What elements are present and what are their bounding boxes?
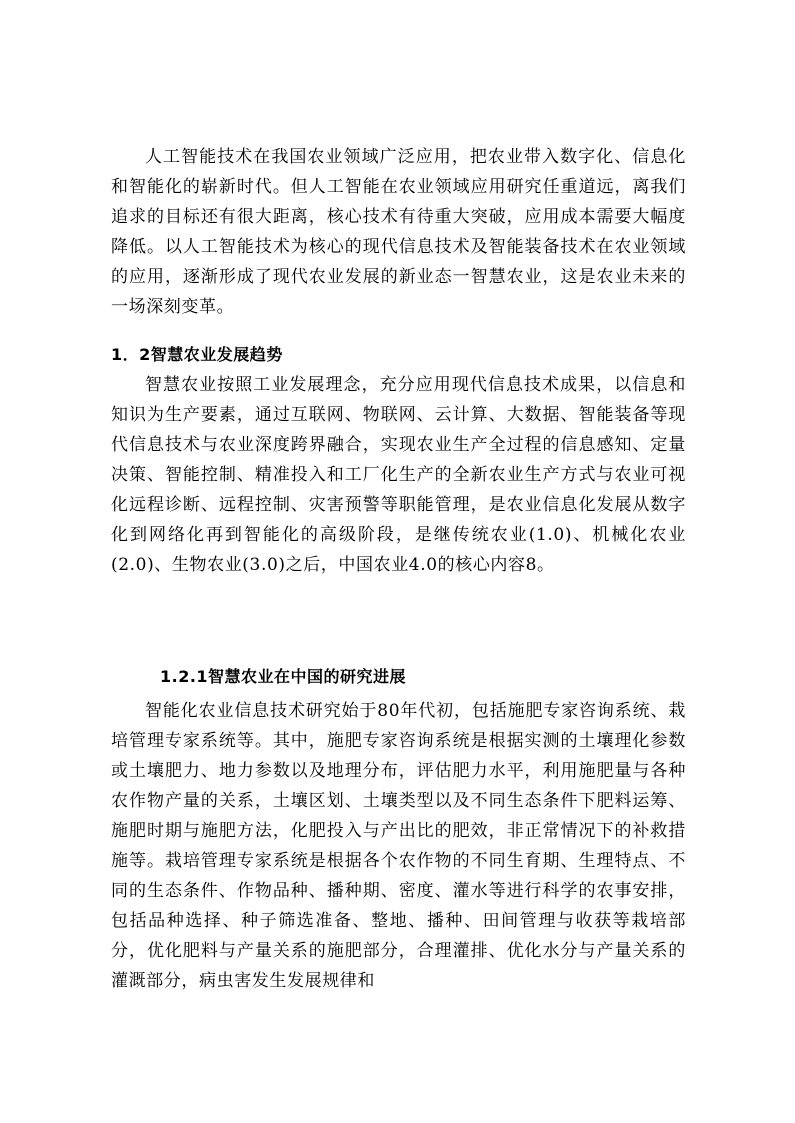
body-paragraph-intro: 人工智能技术在我国农业领域广泛应用，把农业带入数字化、信息化和智能化的崭新时代。但人工智能在农业领域应用研究任重道远，离我们追求的目标还有很大距离，核心技术有待重大突破，应用成本需要大幅度降低。以人工智能技术为核心的现代信息技术及智能装备技术在农业领域的应用，逐渐形成了现代农业发展的新业态一智慧农业，这是农业未来的一场深刻变革。	[111, 147, 686, 317]
body-paragraph-research: 智能化农业信息技术研究始于80年代初，包括施肥专家咨询系统、栽培管理专家系统等。其中，施肥专家咨询系统是根据实测的土壤理化参数或土壤肥力、地力参数以及地理分布，评估肥力水平，利用施肥量与各种农作物产量的关系，土壤区划、土壤类型以及不同生态条件下肥料运筹、施肥时期与施肥方法，化肥投入与产出比的肥效，非正常情况下的补救措施等。栽培管理专家系统是根据各个农作物的不同生育期、生理特点、不同的生态条件、作物品种、播种期、密度、灌水等进行科学的农事安排，包括品种选择、种子筛选准备、整地、播种、田间管理与收获等栽培部分，优化肥料与产量关系的施肥部分，合理灌排、优化水分与产量关系的灌溉部分，病虫害发生发展规律和	[111, 701, 686, 991]
body-paragraph-trend: 智慧农业按照工业发展理念，充分应用现代信息技术成果，以信息和知识为生产要素，通过互联网、物联网、云计算、大数据、智能装备等现代信息技术与农业深度跨界融合，实现农业生产全过程的信息感知、定量决策、智能控制、精准投入和工厂化生产的全新农业生产方式与农业可视化远程诊断、远程控制、灾害预警等职能管理，是农业信息化发展从数字化到网络化再到智能化的高级阶段，是继传统农业(1.0)、机械化农业(2.0)、生物农业(3.0)之后，中国农业4.0的核心内容8。	[111, 375, 686, 575]
subsection-heading-1-2-1: 1.2.1智慧农业在中国的研究进展	[160, 667, 407, 686]
section-heading-1-2: 1．2智慧农业发展趋势	[111, 345, 283, 364]
